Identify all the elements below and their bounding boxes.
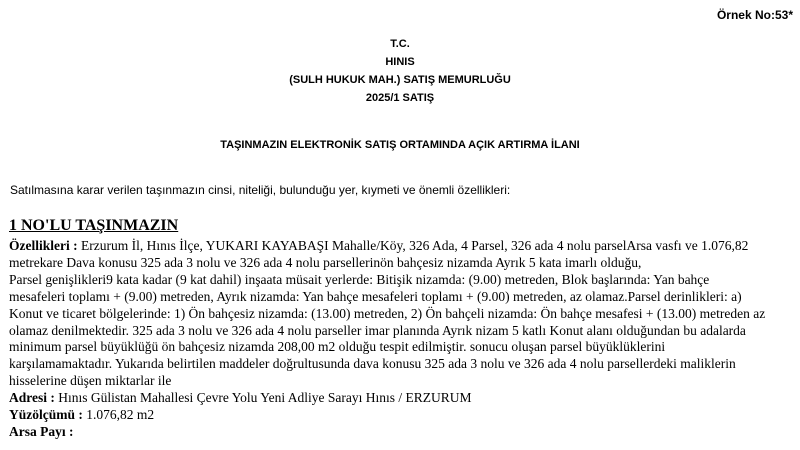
property-heading: 1 NO'LU TAŞINMAZIN <box>9 217 179 234</box>
features-line: karşılamamaktadır. Yukarıda belirtilen maddeler doğrultusunda dava konusu 325 ada 3 nolu ve 326 ada 4 nolu parsellerdeki maliklerin <box>9 356 736 372</box>
area-line <box>9 407 793 424</box>
features-line: olamaz denilmektedir. 325 ada 3 nolu ve 326 ada 4 nolu parseller imar planında Ayrık nizam 5 katlı Konut alanı olduğundan bu adalarda <box>9 322 746 338</box>
share-line <box>9 424 793 441</box>
features-line: Parsel genişlikleri9 kata kadar (9 kat dahil) inşaata müsait yerlerde: Bitişik nizamda: (9.00) metreden, Blok başlarında: Yan bahçe <box>9 271 710 287</box>
features-line: hisselerine düşen miktarlar ile <box>9 373 172 389</box>
features-text: Erzurum İl, Hınıs İlçe, YUKARI KAYABAŞI Mahalle/Köy, 326 Ada, 4 Parsel, 326 ada 4 nolu parselArsa vasfı ve 1.076,82 <box>77 238 749 253</box>
features-line <box>9 238 793 255</box>
intro-text: Satılmasına karar verilen taşınmazın cinsi, niteliği, bulunduğu yer, kıymeti ve önemli özellikleri: <box>10 183 511 197</box>
document-header <box>0 35 800 107</box>
area-value: 1.076,82 m2 <box>82 407 155 423</box>
features-line: Konut ve ticaret bölgelerinde: 1) Ön bahçesiz nizamda: (13.00) metreden, 2) Ön bahçeli nizamda: Ön bahçe mesafesi + (13.00) metreden az <box>9 305 766 321</box>
features-line: mesafeleri toplamı + (9.00) metreden, Ayrık nizamda: Yan bahçe mesafeleri toplamı + (9.00) metreden, az olamaz.Parsel derinlikleri: a) <box>9 288 742 304</box>
header-line-tc: T.C. <box>390 38 410 50</box>
property-details <box>9 238 793 441</box>
announcement-title: TAŞINMAZIN ELEKTRONİK SATIŞ ORTAMINDA AÇIK ARTIRMA İLANI <box>220 139 580 151</box>
header-line-office: (SULH HUKUK MAH.) SATIŞ MEMURLUĞU <box>289 74 511 86</box>
features-label: Özellikleri : <box>9 238 78 253</box>
address-value: Hınıs Gülistan Mahallesi Çevre Yolu Yeni Adliye Sarayı Hınıs / ERZURUM <box>54 390 472 406</box>
area-label: Yüzölçümü : <box>9 407 83 423</box>
header-line-file-no: 2025/1 SATIŞ <box>365 92 435 104</box>
address-line <box>9 390 793 407</box>
share-label: Arsa Payı : <box>9 423 74 439</box>
features-line: metrekare Dava konusu 325 ada 3 nolu ve 326 ada 4 nolu parsellerinön bahçesiz nizamda Ayrık 5 kata imarlı olduğu, <box>9 254 642 270</box>
address-label: Adresi : <box>9 390 55 406</box>
example-number: Örnek No:53* <box>716 8 793 22</box>
features-line: minimum parsel büyüklüğü ön bahçesiz nizamda 208,00 m2 olduğu tespit edilmiştir. sonucu oluşan parsel büyüklüklerini <box>9 339 666 355</box>
header-line-city: HINIS <box>385 56 415 68</box>
